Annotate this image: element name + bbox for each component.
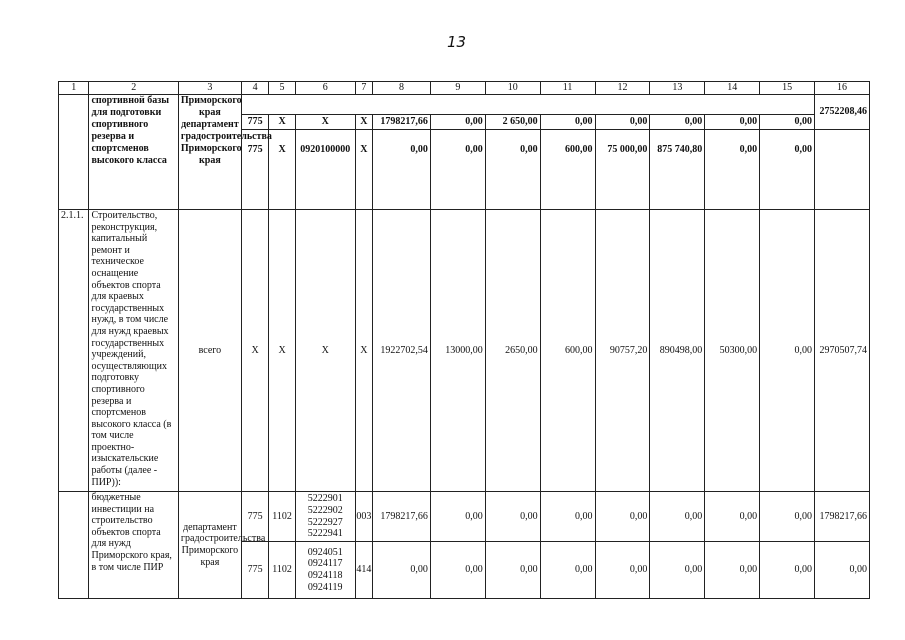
cell: 003 [355,492,372,542]
cell: 890498,00 [650,210,705,492]
cell: X [295,210,355,492]
cell: 2650,00 [485,210,540,492]
item-name: Строительство, реконструкция, капитальный ремонт и техническое оснащение объектов спорта для краевых государственных нужд, в том числе для нужд краевых государственных учреждений, осуществляющих подготовку спортивного резерва и спортсменов высокого класса (в том числе проектно-изыскательские работы (далее - ПИР)): [89,210,178,492]
column-number: 12 [595,82,650,95]
cell: X [269,115,295,130]
cell: 0,00 [650,115,705,130]
cell: 0,00 [760,115,815,130]
column-number: 10 [485,82,540,95]
column-number: 8 [372,82,430,95]
cell: 0920100000 [295,130,355,210]
code: 0924117 [307,558,343,570]
cell: 1922702,54 [372,210,430,492]
cell: 0,00 [760,542,815,599]
column-number: 9 [430,82,485,95]
cell: X [355,210,372,492]
table-row [59,95,870,115]
cell: 600,00 [540,210,595,492]
column-number-row [59,82,870,95]
code: 0924119 [307,581,343,593]
cell: X [295,115,355,130]
cell: 775 [241,492,268,542]
cell: 2970507,74 [815,210,870,492]
cell: 0,00 [650,542,705,599]
cell: 0,00 [485,492,540,542]
cell: 600,00 [540,130,595,210]
code-list [295,492,355,542]
cell: 0,00 [760,210,815,492]
column-number: 5 [269,82,295,95]
section-org: Приморского края департамент градостроительства Приморского края [178,95,241,210]
column-number: 15 [760,82,815,95]
column-number: 4 [241,82,268,95]
cell: 0,00 [595,542,650,599]
cell: 775 [241,542,268,599]
cell: 775 [241,130,268,210]
cell: 0,00 [430,542,485,599]
cell: 0,00 [705,115,760,130]
cell: X [355,130,372,210]
code: 5222901 [307,493,343,505]
code: 0924118 [307,570,343,581]
cell: 1798217,66 [372,492,430,542]
cell: 13000,00 [430,210,485,492]
column-number: 16 [815,82,870,95]
cell: 0,00 [705,492,760,542]
cell: 0,00 [705,130,760,210]
cell: X [241,210,268,492]
investments-name: бюджетные инвестиции на строительство объектов спорта для нужд Приморского края, в том числе ПИР [89,492,178,599]
section-total: 2752208,46 [815,95,870,130]
cell: 50300,00 [705,210,760,492]
column-number: 2 [89,82,178,95]
column-number: 7 [355,82,372,95]
cell: 414 [355,542,372,599]
cell: 0,00 [430,115,485,130]
column-number: 6 [295,82,355,95]
item-number: 2.1.1. [59,210,89,492]
page-number: 13 [447,33,467,51]
table-row [59,492,870,542]
cell: 1102 [269,492,295,542]
cell: 1102 [269,542,295,599]
budget-table [58,81,870,599]
cell: 0,00 [650,492,705,542]
column-number: 14 [705,82,760,95]
cell: 1798217,66 [815,492,870,542]
cell: 75 000,00 [595,130,650,210]
table-row [59,210,870,492]
cell: X [269,130,295,210]
code: 5222927 [307,516,343,528]
cell: X [355,115,372,130]
cell: 0,00 [540,492,595,542]
investments-org: департамент градостроительства Приморского края [178,492,241,599]
cell: 2 650,00 [485,115,540,130]
cell: 1798217,66 [372,115,430,130]
code-list [295,542,355,599]
cell: 775 [241,115,268,130]
cell: 0,00 [430,492,485,542]
column-number: 1 [59,82,89,95]
cell: 0,00 [540,115,595,130]
cell: 0,00 [540,542,595,599]
cell: 0,00 [372,542,430,599]
code: 0924051 [307,546,343,558]
cell: 875 740,80 [650,130,705,210]
cell: 0,00 [815,542,870,599]
cell: 0,00 [705,542,760,599]
cell: 0,00 [595,115,650,130]
cell: 0,00 [595,492,650,542]
cell: 0,00 [372,130,430,210]
cell: 0,00 [430,130,485,210]
cell: 0,00 [760,130,815,210]
item-org: всего [178,210,241,492]
cell: 0,00 [760,492,815,542]
section-name: спортивной базы для подготовки спортивного резерва и спортсменов высокого класса [89,95,178,210]
cell: 0,00 [485,542,540,599]
column-number: 13 [650,82,705,95]
column-number: 11 [540,82,595,95]
code: 5222902 [307,504,343,516]
column-number: 3 [178,82,241,95]
cell: 0,00 [485,130,540,210]
code: 5222941 [307,528,343,540]
cell: 90757,20 [595,210,650,492]
cell: X [269,210,295,492]
